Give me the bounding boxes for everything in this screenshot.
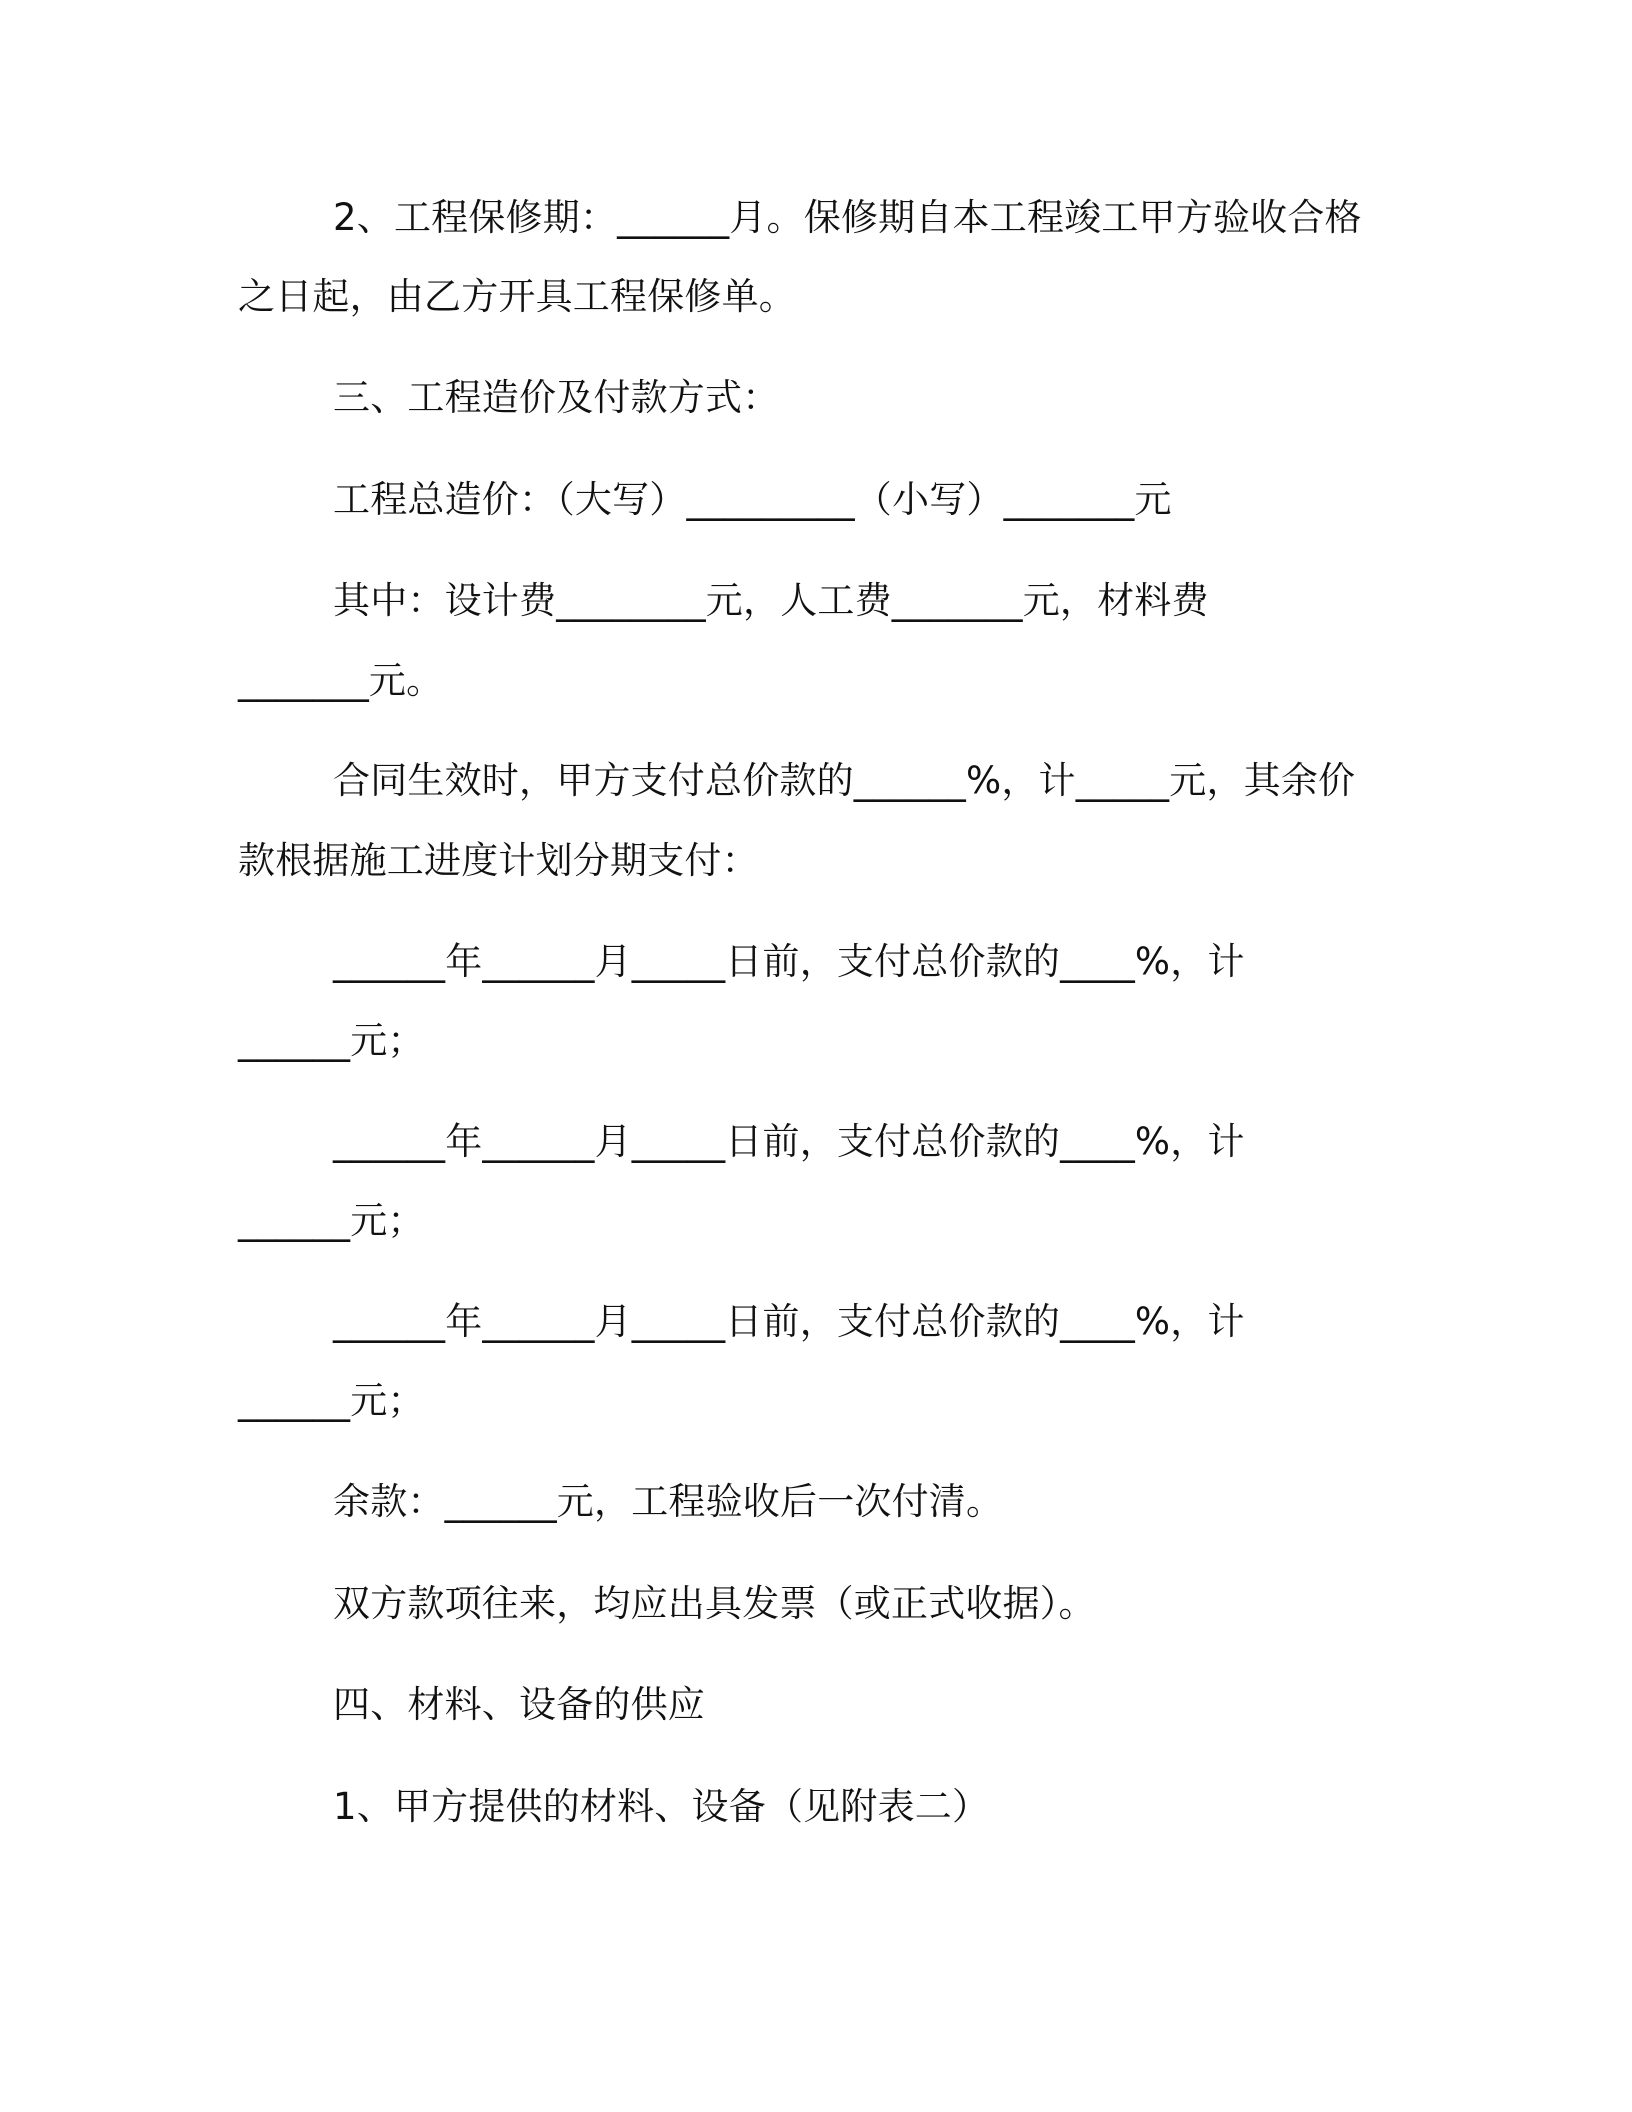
clause-cost-breakdown-cont: _______元。 bbox=[238, 659, 444, 702]
installment-3: ______年______月_____日前，支付总价款的____%，计 bbox=[333, 1300, 1245, 1343]
clause-warranty-period: 2、工程保修期：______月。保修期自本工程竣工甲方验收合格 bbox=[333, 196, 1362, 239]
clause-cost-breakdown: 其中：设计费________元，人工费_______元，材料费 bbox=[333, 579, 1209, 622]
installment-3-cont: ______元； bbox=[238, 1379, 425, 1422]
installment-1-cont: ______元； bbox=[238, 1019, 425, 1062]
clause-initial-payment: 合同生效时，甲方支付总价款的______%，计_____元，其余价 bbox=[333, 759, 1356, 802]
section-heading-materials: 四、材料、设备的供应 bbox=[333, 1683, 705, 1726]
clause-balance: 余款：______元，工程验收后一次付清。 bbox=[333, 1480, 1004, 1523]
installment-1: ______年______月_____日前，支付总价款的____%，计 bbox=[333, 940, 1245, 983]
installment-2: ______年______月_____日前，支付总价款的____%，计 bbox=[333, 1120, 1245, 1163]
clause-invoice: 双方款项往来，均应出具发票（或正式收据）。 bbox=[333, 1582, 1096, 1625]
installment-2-cont: ______元； bbox=[238, 1199, 425, 1242]
section-heading-cost-payment: 三、工程造价及付款方式： bbox=[333, 376, 780, 419]
clause-warranty-period-cont: 之日起，由乙方开具工程保修单。 bbox=[238, 275, 796, 318]
clause-party-a-materials: 1、甲方提供的材料、设备（见附表二） bbox=[333, 1785, 990, 1828]
clause-total-cost: 工程总造价：（大写）_________（小写）_______元 bbox=[333, 478, 1172, 521]
clause-initial-payment-cont: 款根据施工进度计划分期支付： bbox=[238, 839, 759, 882]
